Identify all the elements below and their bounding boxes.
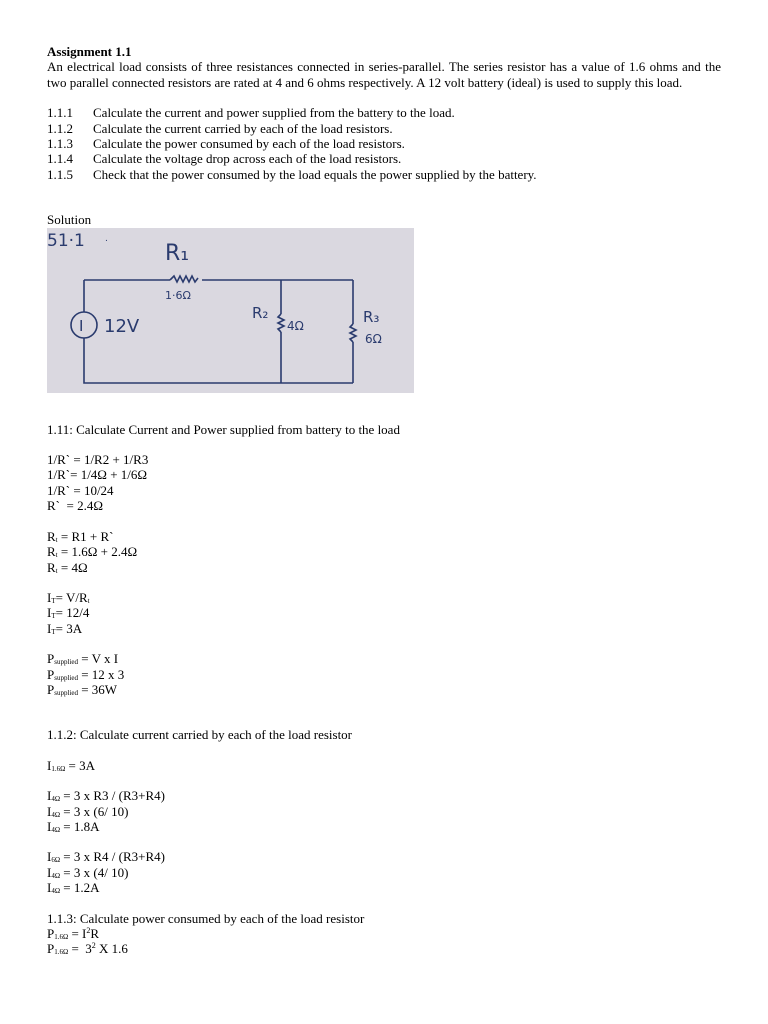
equation-line: $I_T= 3A$	[47, 620, 83, 636]
task-text: Check that the power consumed by the load equals the power supplied by the battery.	[93, 166, 537, 182]
task-item	[47, 151, 721, 166]
task-number: 1.1.3	[47, 136, 73, 152]
equation-line: $P_{supplied} = V$ x I	[47, 651, 119, 667]
document-content	[47, 44, 721, 957]
series-current-block	[47, 758, 721, 773]
task-number: 1.1.5	[47, 166, 73, 182]
equivalent-resistance-block	[47, 452, 721, 514]
equation-line: $R_t = 1.6\Omega + 2.4\Omega$	[47, 544, 138, 560]
task-number: 1.1.2	[47, 120, 73, 136]
equation-line: $I_{1.6\Omega} = 3A$	[47, 757, 96, 773]
source-symbol: I	[79, 316, 84, 335]
equation-line: $I_{4\Omega} = 3$ x (6/ 10)	[47, 803, 129, 819]
task-item	[47, 136, 721, 151]
power-supplied-block	[47, 651, 721, 697]
task-item	[47, 121, 721, 136]
r2-label: R₂	[252, 303, 269, 322]
equation-line: $I_{6\Omega} = 3$ x R4 / (R3+R4)	[47, 849, 165, 865]
r3-value: 6Ω	[365, 331, 382, 346]
total-current-block	[47, 590, 721, 636]
equation-line: $I_T= 12/4$	[47, 605, 90, 621]
equation-line: $P_{supplied} = 36W$	[47, 681, 118, 697]
equation-line: 1/R`= 1/4Ω + 1/6Ω	[47, 467, 148, 483]
r1-label: R₁	[165, 240, 190, 266]
solution-label: Solution	[47, 212, 92, 228]
task-text: Calculate the current carried by each of the load resistors.	[93, 120, 393, 136]
task-text: Calculate the voltage drop across each of the load resistors.	[93, 151, 402, 167]
equation-line: $R_t = R1$ + R`	[47, 528, 114, 544]
r1-value: 1·6Ω	[165, 288, 191, 302]
assignment-intro: An electrical load consists of three resistances connected in series-parallel. The series resistor has a value of 1.6 ohms and the two parallel connected resistors are rated at 4 and 6 ohms respectively. A 12 volt battery (ideal) is used to supply this load.	[47, 59, 721, 90]
equation-line: $I_T= V/R_t$	[47, 589, 90, 605]
equation-line: $P_{1.6\Omega} = 3^2$ X 1.6	[47, 941, 128, 957]
circuit-diagram-photo	[47, 228, 414, 393]
r3-label: R₃	[363, 307, 380, 326]
current-4ohm-block	[47, 788, 721, 834]
task-number: 1.1.4	[47, 151, 73, 167]
equation-line: $I_{4\Omega} = 1.8A$	[47, 818, 100, 834]
current-6ohm-block	[47, 849, 721, 895]
total-resistance-block	[47, 529, 721, 575]
circuit-diagram	[47, 228, 414, 393]
section-1-11-heading: 1.11: Calculate Current and Power supplied from battery to the load	[47, 421, 400, 437]
equation-line: $I_{4\Omega} = 3$ x (4/ 10)	[47, 864, 129, 880]
task-item	[47, 105, 721, 120]
task-number: 1.1.1	[47, 105, 73, 121]
paper-background	[47, 228, 414, 393]
equation-line: $P_{supplied} = 12$ x 3	[47, 666, 125, 682]
equation-line: $I_{4\Omega} = 3$ x R3 / (R3+R4)	[47, 788, 165, 804]
task-list	[47, 105, 721, 182]
task-text: Calculate the power consumed by each of the load resistors.	[93, 136, 405, 152]
assignment-title: Assignment 1.1	[47, 44, 132, 59]
equation-line: $R_t = 4\Omega$	[47, 559, 88, 575]
diagram-dot-mark: .	[105, 233, 108, 244]
r2-value: 4Ω	[287, 318, 304, 333]
task-text: Calculate the current and power supplied from the battery to the load.	[93, 105, 455, 121]
section-1-1-2-heading: 1.1.2: Calculate current carried by each of the load resistor	[47, 727, 353, 743]
diagram-corner-label: 51·1	[47, 230, 85, 251]
equation-line: 1/R` = 1/R2 + 1/R3	[47, 452, 149, 468]
equation-line: $I_{4\Omega} = 1.2A$	[47, 880, 100, 896]
source-value: 12V	[104, 315, 140, 337]
task-item	[47, 167, 721, 182]
equation-line: R` = 2.4Ω	[47, 498, 103, 514]
equation-line: 1/R` = 10/24	[47, 482, 114, 498]
equation-line: $P_{1.6\Omega} = I^2R$	[47, 926, 100, 941]
section-1-1-3-heading: 1.1.3: Calculate power consumed by each of the load resistor	[47, 910, 365, 926]
